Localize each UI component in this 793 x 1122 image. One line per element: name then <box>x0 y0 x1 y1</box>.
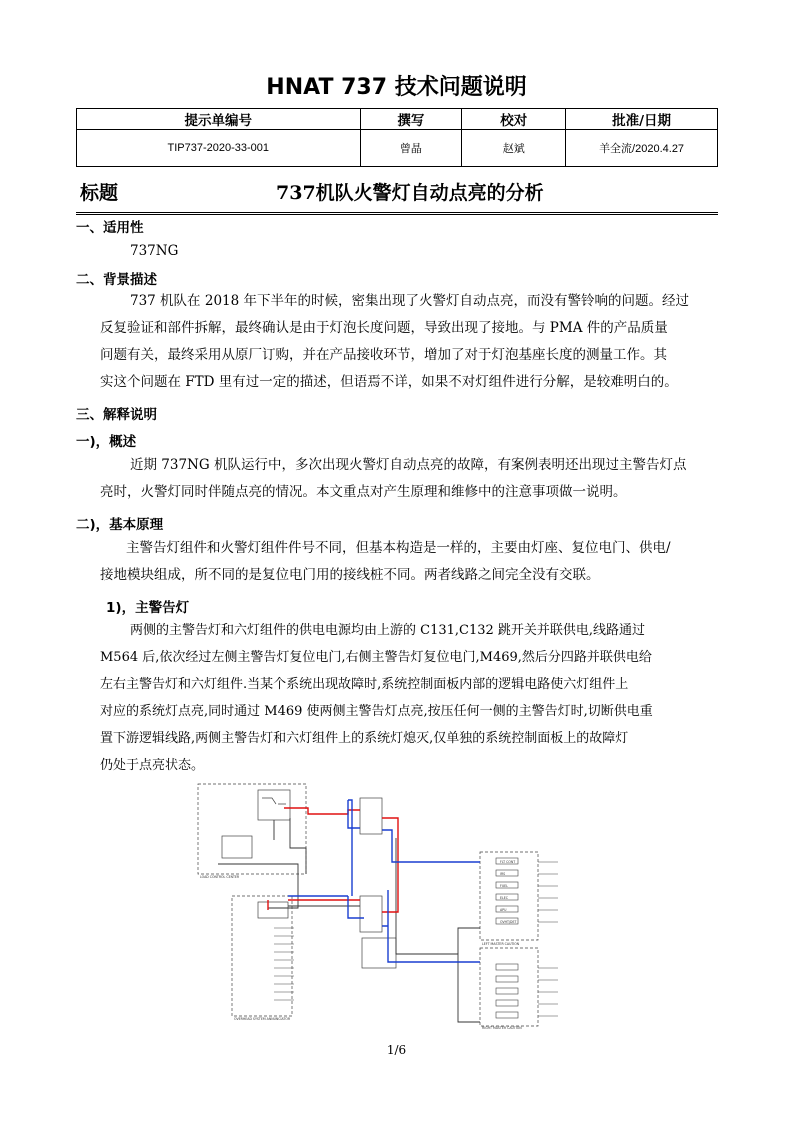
six-lamp-panel-bottom <box>480 948 538 1026</box>
principle-paragraph <box>100 535 700 589</box>
label-left-master-caution: LEFT MASTER CAUTION <box>482 942 520 946</box>
paragraph-line: 接地模块组成，所不同的是复位电门用的接线桩不同。两者线路之间完全没有交联。 <box>100 567 600 583</box>
lamp-rows-top <box>496 858 518 924</box>
paragraph-line: 对应的系统灯点亮,同时通过 M469 使两侧主警告灯点亮,按压任何一侧的主警告灯时,切断供电重 <box>100 704 653 719</box>
lamp-label: OVHT/DET <box>500 920 517 924</box>
col-header-author: 撰写 <box>360 109 462 130</box>
overview-paragraph <box>100 452 700 506</box>
section-heading-explanation: 三、解释说明 <box>76 407 157 423</box>
wiring-diagram <box>188 778 602 1030</box>
applicability-body: 737NG <box>130 243 179 259</box>
author-value: 曾晶 <box>360 130 462 167</box>
lamp-label: IRS <box>500 872 506 876</box>
lamp-label: ELEC <box>500 896 509 900</box>
col-header-approval-date: 批准/日期 <box>566 109 718 130</box>
label-load-control-center: LOAD CONTROL CENTER <box>200 875 240 879</box>
left-master-caution-lamp <box>360 798 382 834</box>
section-heading-background: 二、背景描述 <box>76 272 157 288</box>
document-title: HNAT 737 技术问题说明 <box>266 75 527 100</box>
paragraph-line: 置下游逻辑线路,两侧主警告灯和六灯组件上的系统灯熄灭,仅单独的系统控制面板上的故障灯 <box>100 731 629 746</box>
subsection-heading-principle: 二)，基本原理 <box>76 517 164 533</box>
header-table-head-row <box>77 109 718 130</box>
paragraph-line: 左右主警告灯和六灯组件.当某个系统出现故障时,系统控制面板内部的逻辑电路使六灯组件上 <box>100 677 629 692</box>
approval-date-value: 羊全流/2020.4.27 <box>566 130 718 167</box>
col-header-tip-number: 提示单编号 <box>77 109 361 130</box>
lamp-rows-bottom <box>496 964 518 1018</box>
header-table <box>76 108 718 167</box>
paragraph-line: 主警告灯组件和火警灯组件件号不同，但基本构造是一样的，主要由灯座、复位电门、供电/ <box>126 540 671 556</box>
paragraph-line: 仍处于点亮状态。 <box>100 758 205 773</box>
paragraph-line: 反复验证和部件拆解，最终确认是由于灯泡长度问题，导致出现了接地。与 PMA 件的产品质量 <box>100 320 668 336</box>
paragraph-line: 近期 737NG 机队运行中，多次出现火警灯自动点亮的故障，有案例表明还出现过主警告灯点 <box>130 457 687 473</box>
background-paragraph <box>100 288 700 396</box>
page-number: 1/6 <box>386 1043 407 1057</box>
col-header-reviewer: 校对 <box>462 109 566 130</box>
lamp-label: APU <box>500 908 507 912</box>
subject-label: 标题 <box>80 182 119 204</box>
subject-text: 737机队火警灯自动点亮的分析 <box>276 182 544 204</box>
header-table-value-row <box>77 130 718 167</box>
paragraph-line: 亮时，火警灯同时伴随点亮的情况。本文重点对产生原理和维修中的注意事项做一说明。 <box>100 484 627 500</box>
paragraph-line: 实这个问题在 FTD 里有过一定的描述，但语焉不详，如果不对灯组件进行分解，是较难明白的。 <box>100 374 678 390</box>
paragraph-line: 两侧的主警告灯和六灯组件的供电电源均由上游的 C131,C132 跳开关并联供电,线路通过 <box>130 623 646 638</box>
tip-number-value: TIP737-2020-33-001 <box>77 130 361 167</box>
reviewer-value: 赵斌 <box>462 130 566 167</box>
section-heading-applicability: 一、适用性 <box>76 220 144 236</box>
lamp-label: FUEL <box>500 884 508 888</box>
annunciator-panel <box>232 896 292 1016</box>
paragraph-line: M564 后,依次经过左侧主警告灯复位电门,右侧主警告灯复位电门,M469,然后分四路并联供电给 <box>100 650 652 665</box>
subject-row <box>76 172 718 215</box>
lamp-label: FLT CONT <box>500 860 516 864</box>
label-annunciator: OVERHEAD SYSTEM ANNUNCIATOR <box>234 1017 291 1021</box>
subsection-heading-overview: 一)，概述 <box>76 434 137 450</box>
label-right-master-caution: RIGHT MASTER CAUTION <box>482 1026 522 1030</box>
master-caution-paragraph <box>100 617 700 779</box>
subsection-heading-master-caution: 1)，主警告灯 <box>106 600 190 616</box>
paragraph-line: 问题有关，最终采用从原厂订购，并在产品接收环节，增加了对于灯泡基座长度的测量工作。其 <box>100 347 667 363</box>
six-lamp-panel-top <box>480 852 538 940</box>
right-master-caution-lamp <box>360 896 382 932</box>
master-caution-switch-box <box>258 790 290 820</box>
paragraph-line: 737 机队在 2018 年下半年的时候，密集出现了火警灯自动点亮，而没有警铃响的问题。经过 <box>130 293 689 309</box>
black-wiring <box>218 818 480 1022</box>
